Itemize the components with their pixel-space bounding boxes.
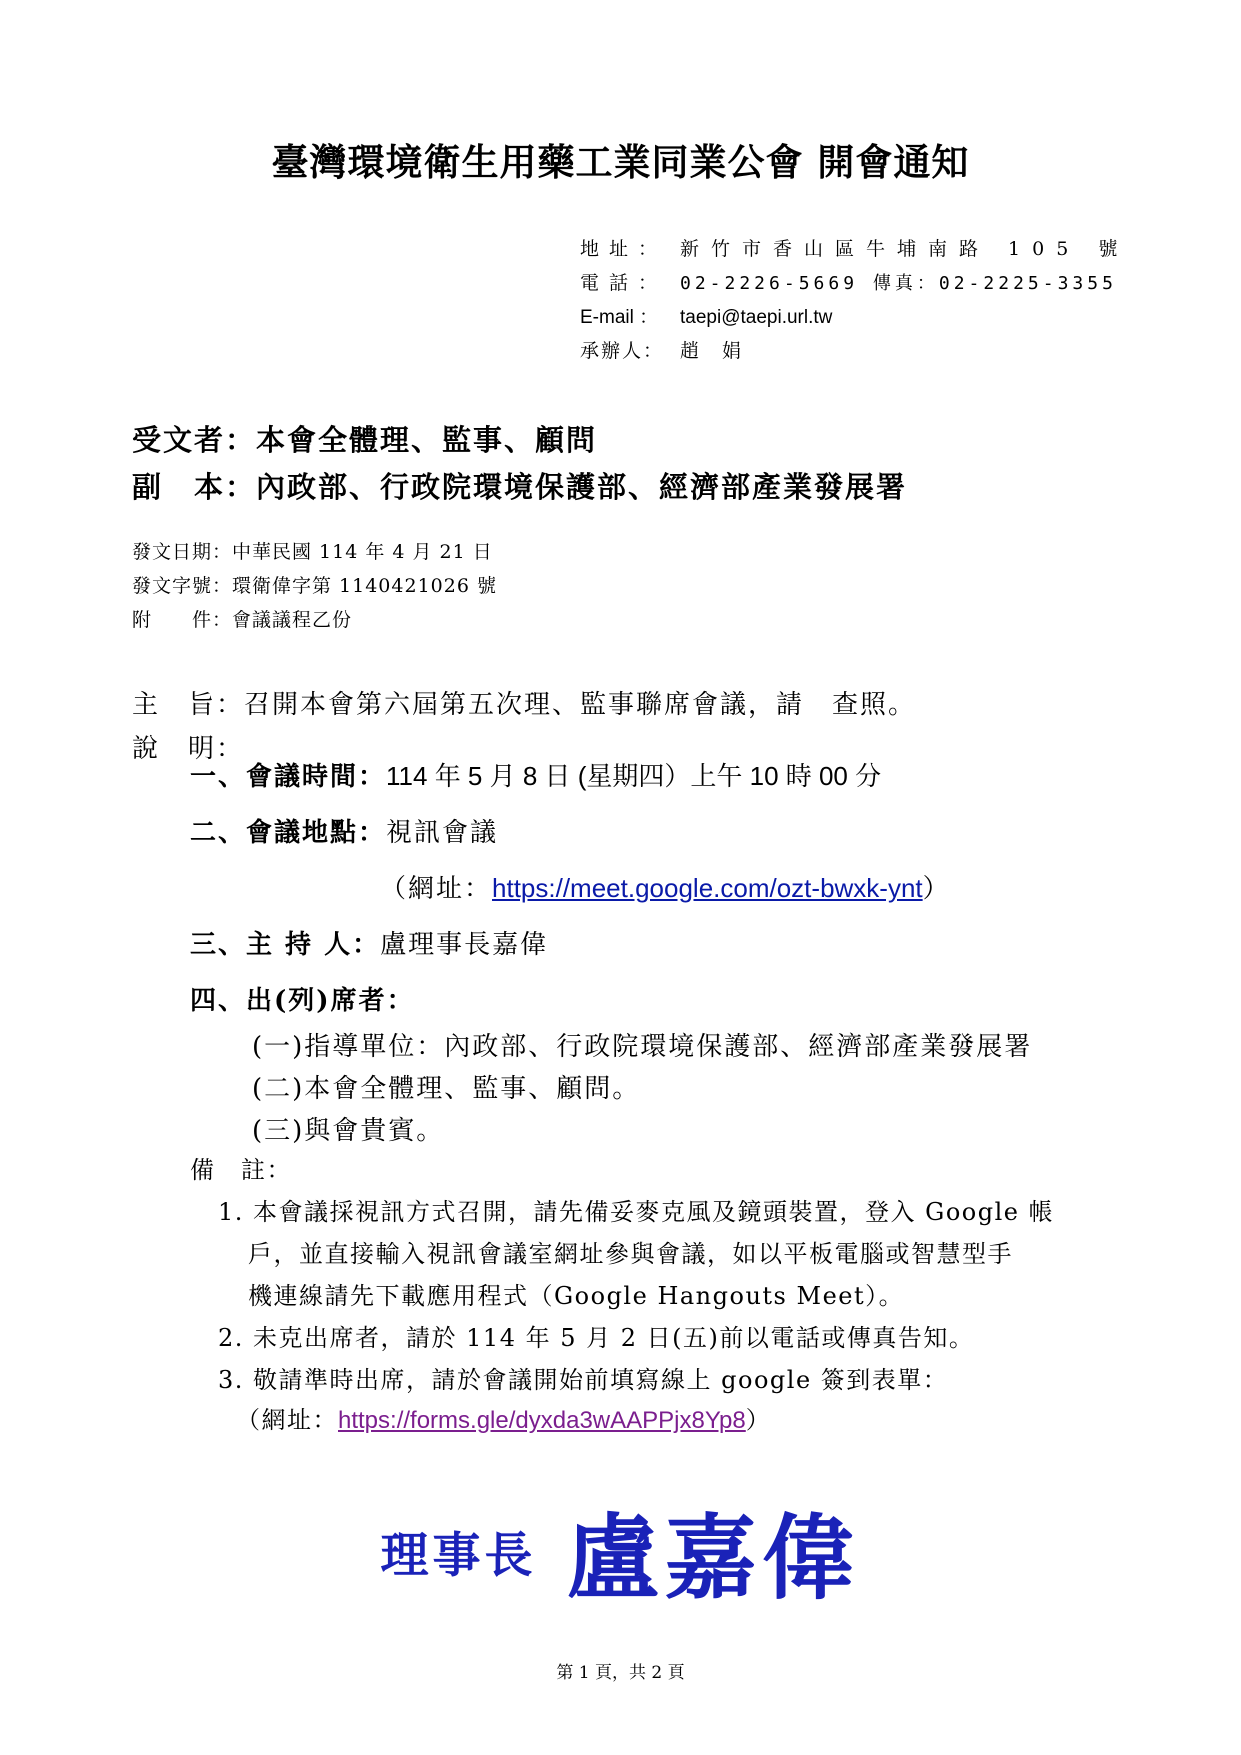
meeting-url-link[interactable]: https://meet.google.com/ozt-bwxk-ynt: [492, 873, 923, 903]
note-3: 3. 敬請準時出席，請於會議開始前填寫線上 google 簽到表單：: [218, 1366, 949, 1394]
meeting-url-line: [380, 868, 951, 905]
notes-label: 備 註：: [190, 1156, 292, 1184]
host-value: 盧理事長嘉偉: [380, 930, 549, 960]
form-url-line: [236, 1400, 771, 1435]
attendee-item: (二)本會全體理、監事、顧問。: [252, 1074, 641, 1104]
meeting-time-label: 一、會議時間：: [190, 762, 387, 792]
meeting-place-label: 二、會議地點：: [190, 818, 387, 848]
host-line: [190, 924, 548, 961]
meeting-place: [190, 812, 498, 849]
phone-label: 電話：: [580, 272, 668, 294]
attendees-label: [190, 980, 415, 1017]
host-label: 三、主 持 人：: [190, 930, 381, 960]
meeting-time-value: 114 年 5 月 8 日 (星期四）上午 10 時 00 分: [386, 761, 882, 791]
page-number: 第 1 頁，共 2 頁: [556, 1663, 685, 1683]
note-1-line-1: 1. 本會議採視訊方式召開，請先備妥麥克風及鏡頭裝置，登入 Google 帳: [218, 1198, 1055, 1226]
note-1-line-3: 機連線請先下載應用程式（Google Hangouts Meet）。: [248, 1282, 905, 1310]
signature-name: 盧嘉偉: [566, 1504, 861, 1612]
email-value: taepi@taepi.url.tw: [680, 307, 833, 328]
form-url-prefix: （網址：: [236, 1406, 338, 1434]
address-value: 新竹市香山區牛埔南路 105 號: [680, 238, 1130, 260]
email-line: [580, 302, 832, 329]
meeting-place-value: 視訊會議: [386, 818, 499, 848]
page-title: 臺灣環境衛生用藥工業同業公會 開會通知: [271, 140, 970, 184]
email-label: E-mail ：: [580, 307, 659, 328]
attendee-item: (三)與會貴賓。: [252, 1116, 445, 1146]
explain-label: 說 明：: [132, 734, 245, 764]
chairman-signature-seal: [0, 1485, 1241, 1617]
phone-value: 02-2226-5669 傳真：02-2225-3355: [680, 273, 1117, 294]
signature-title: 理事長: [380, 1527, 537, 1584]
form-url-suffix: ）: [745, 1406, 772, 1434]
subject-line: 主 旨：召開本會第六屆第五次理、監事聯席會議，請 查照。: [132, 690, 917, 720]
recipient-line: 受文者：本會全體理、監事、顧問: [132, 423, 598, 457]
contact-value: 趙 娟: [680, 340, 744, 362]
form-url-link[interactable]: https://forms.gle/dyxda3wAAPPjx8Yp8: [338, 1407, 746, 1434]
address-line: [580, 234, 1129, 261]
issue-date: 發文日期：中華民國 114 年 4 月 21 日: [132, 541, 493, 563]
address-label: 地址：: [580, 238, 668, 260]
attendees-label-text: 四、出(列)席者：: [190, 986, 415, 1016]
phone-line: [580, 268, 1117, 295]
cc-line: 副 本：內政部、行政院環境保護部、經濟部產業發展署: [132, 470, 908, 504]
contact-label: 承辦人：: [580, 340, 665, 362]
meeting-url-prefix: （網址：: [380, 874, 493, 904]
note-1-line-2: 戶，並直接輸入視訊會議室網址參與會議，如以平板電腦或智慧型手: [248, 1240, 1013, 1268]
attachment-line: 附 件：會議議程乙份: [132, 609, 353, 631]
issue-number: 發文字號：環衛偉字第 1140421026 號: [132, 575, 497, 597]
meeting-url-suffix: ）: [922, 874, 951, 904]
meeting-time: [190, 756, 881, 793]
contact-line: [580, 336, 743, 363]
note-2: 2. 未克出席者，請於 114 年 5 月 2 日(五)前以電話或傳真告知。: [218, 1324, 975, 1352]
attendee-item: (一)指導單位：內政部、行政院環境保護部、經濟部產業發展署: [252, 1032, 1033, 1062]
